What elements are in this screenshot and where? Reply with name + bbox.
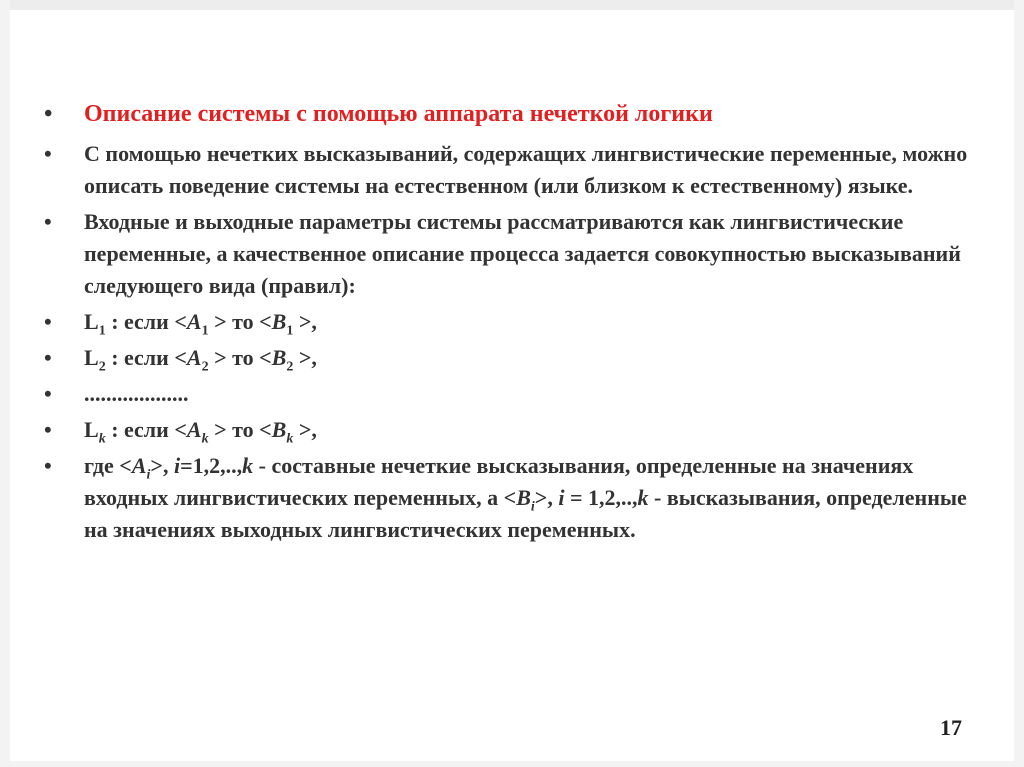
where-text: >, (150, 453, 174, 478)
bullet-icon: • (44, 101, 53, 127)
antecedent-sub: i (146, 467, 151, 483)
index-var: i (173, 453, 181, 478)
slide-frame-left (0, 0, 10, 767)
index-var: i (558, 485, 565, 510)
rule-text: : если < (105, 309, 187, 334)
rule-label-sub: 2 (98, 359, 106, 375)
where-text: где < (84, 453, 132, 478)
rule-text: >, (293, 309, 317, 334)
bullet-icon: • (44, 381, 52, 406)
bullet-item-natural-language (44, 138, 994, 202)
bullet-icon: • (44, 141, 52, 166)
rule-1 (44, 306, 994, 338)
where-text: >, (534, 485, 559, 510)
rule-text: : если < (105, 345, 187, 370)
index-limit: k (637, 485, 649, 510)
bullet-item-linguistic-variables (44, 206, 994, 302)
rule-text: > то < (208, 345, 272, 370)
bullet-item-where (44, 450, 994, 546)
consequent-var: B (271, 309, 287, 334)
bullet-icon: • (44, 309, 52, 334)
consequent-var: B (271, 345, 287, 370)
antecedent-sub: 1 (201, 323, 209, 339)
where-text: =1,2,.., (180, 453, 243, 478)
antecedent-var: A (186, 345, 202, 370)
heading-text: Описание системы с помощью аппарата нечеткой логики (84, 101, 713, 127)
antecedent-var: A (186, 309, 202, 334)
bullet-icon: • (44, 417, 52, 442)
antecedent-var: A (131, 453, 147, 478)
page-number: 17 (940, 715, 962, 740)
bullet-icon: • (44, 453, 52, 478)
rule-text: >, (293, 345, 317, 370)
slide-frame-bottom (0, 761, 1024, 767)
rule-label: L (84, 309, 99, 334)
consequent-var: B (516, 485, 531, 510)
rule-ellipsis (44, 378, 994, 410)
where-text: - высказывания, определенные на значениях выходных лингвистических переменных. (84, 485, 967, 542)
ellipsis-text: ................... (84, 381, 189, 406)
slide-content (44, 96, 994, 550)
paragraph-text: Входные и выходные параметры системы рассматриваются как лингвистические переменные, а качественное описание процесса задается совокупностью высказываний следующего вида (правил): (84, 209, 961, 298)
slide-frame-top (0, 0, 1024, 10)
rule-label-sub: 1 (98, 323, 106, 339)
consequent-sub: 1 (286, 323, 294, 339)
rule-k (44, 414, 994, 446)
rule-label-sub: k (98, 431, 106, 447)
rule-label: L (84, 417, 99, 442)
consequent-sub: i (530, 499, 535, 515)
consequent-sub: 2 (286, 359, 294, 375)
slide-frame-right (1014, 0, 1024, 767)
rule-2 (44, 342, 994, 374)
slide-heading (44, 96, 994, 132)
consequent-sub: k (286, 431, 294, 447)
index-limit: k (242, 453, 254, 478)
rule-text: > то < (208, 309, 272, 334)
rule-label: L (84, 345, 99, 370)
bullet-icon: • (44, 209, 52, 234)
antecedent-sub: k (201, 431, 209, 447)
paragraph-text: С помощью нечетких высказываний, содержащих лингвистические переменные, можно описать поведение системы на естественном (или близком к естественному) языке. (84, 141, 968, 198)
consequent-var: B (271, 417, 287, 442)
antecedent-var: A (186, 417, 202, 442)
rule-text: : если < (105, 417, 187, 442)
antecedent-sub: 2 (201, 359, 209, 375)
rule-text: > то < (208, 417, 272, 442)
where-text: = 1,2,.., (564, 485, 638, 510)
bullet-icon: • (44, 345, 52, 370)
where-text: - составные нечеткие высказывания, определенные на значениях входных лингвистических переменных, а < (84, 453, 914, 510)
rule-text: >, (293, 417, 317, 442)
